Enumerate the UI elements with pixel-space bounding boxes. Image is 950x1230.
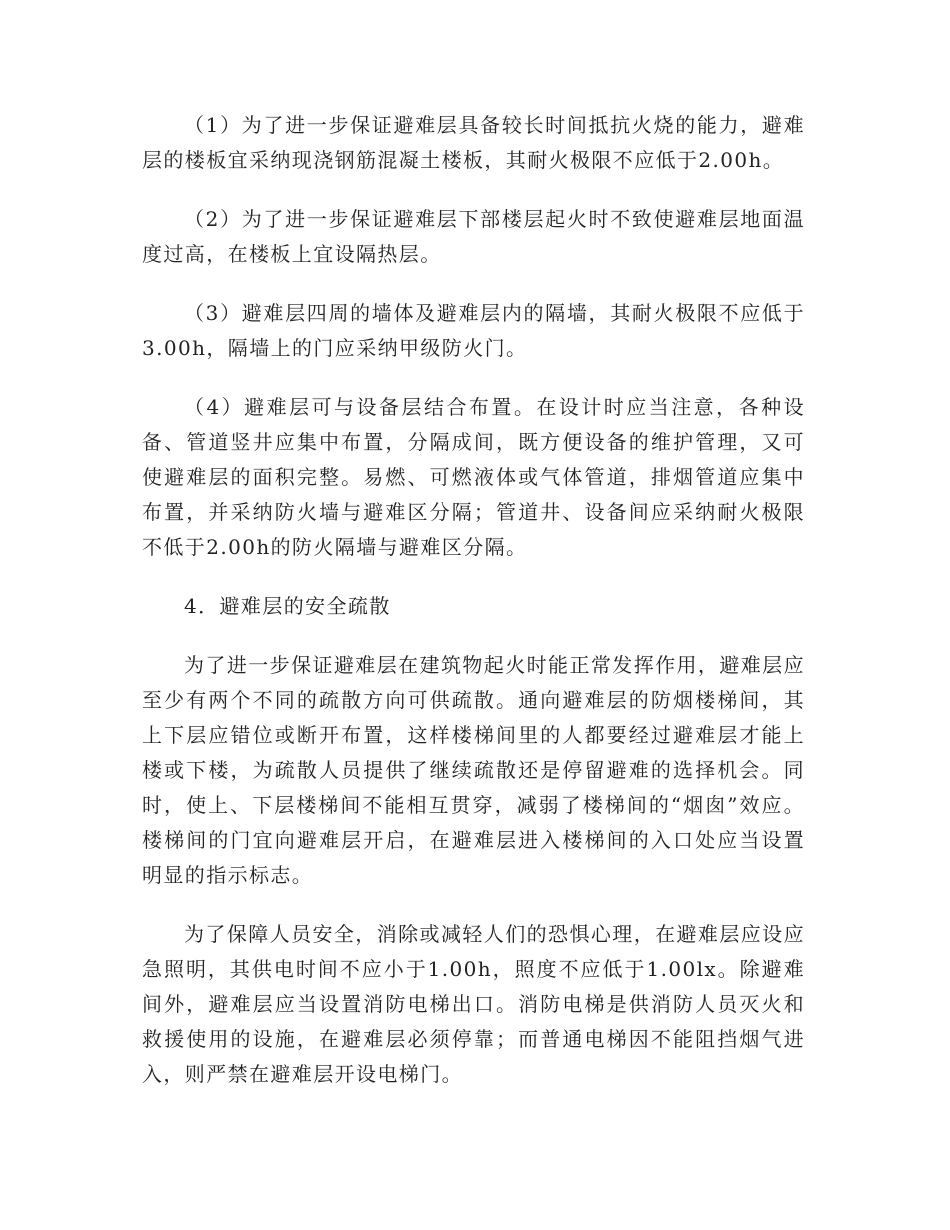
paragraph-5: 为了进一步保证避难层在建筑物起火时能正常发挥作用，避难层应至少有两个不同的疏散方向可供疏散。通向避难层的防烟楼梯间，其上下层应错位或断开布置，这样楼梯间里的人都要经过避难层才能上楼或下楼，为疏散人员提供了继续疏散还是停留避难的选择机会。同时，使上、下层楼梯间不能相互贯穿，减弱了楼梯间的“烟囱”效应。楼梯间的门宜向避难层开启，在避难层进入楼梯间的入口处应当设置明显的指示标志。 [142,653,805,887]
paragraph-4: （4）避难层可与设备层结合布置。在设计时应当注意，各种设备、管道竖井应集中布置，分隔成间，既方便设备的维护管理，又可使避难层的面积完整。易燃、可燃液体或气体管道，排烟管道应集中布置，并采纳防火墙与避难区分隔；管道井、设备间应采纳耐火极限不低于2.00h的防火隔墙与避难区分隔。 [142,395,805,559]
section-heading: 4．避难层的安全疏散 [184,594,391,618]
paragraph-1: （1）为了进一步保证避难层具备较长时间抵抗火烧的能力，避难层的楼板宜采纳现浇钢筋混凝土楼板，其耐火极限不应低于2.00h。 [142,113,805,172]
paragraph-6: 为了保障人员安全，消除或减轻人们的恐惧心理，在避难层应设应急照明，其供电时间不应小于1.00h，照度不应低于1.00lx。除避难间外，避难层应当设置消防电梯出口。消防电梯是供消防人员灭火和救援使用的设施，在避难层必须停靠；而普通电梯因不能阻挡烟气进入，则严禁在避难层开设电梯门。 [142,922,805,1086]
paragraph-3: （3）避难层四周的墙体及避难层内的隔墙，其耐火极限不应低于3.00h，隔墙上的门应采纳甲级防火门。 [142,301,805,360]
paragraph-2: （2）为了进一步保证避难层下部楼层起火时不致使避难层地面温度过高，在楼板上宜设隔热层。 [142,207,805,266]
